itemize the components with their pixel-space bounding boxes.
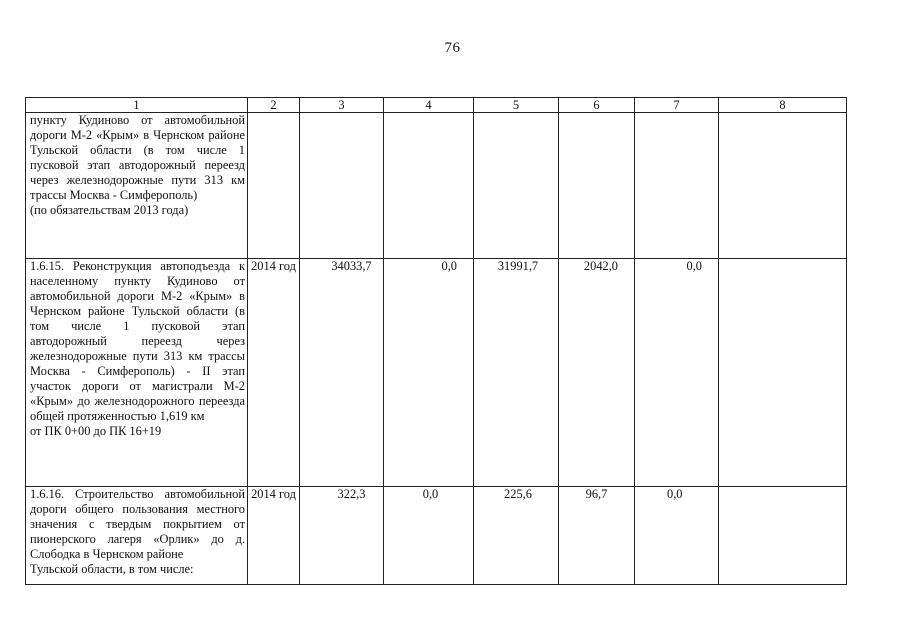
row-col5 <box>474 113 559 259</box>
row-description: 1.6.16. Строительство автомобильной дороги общего пользования местного значения с твердым покрытием от пионерского лагеря «Орлик» до д. Слободка в Чернском районе <box>30 487 245 561</box>
row-description: пункту Кудиново от автомобильной дороги М-2 «Крым» в Чернском районе Тульской области (в том числе 1 пусковой этап автодорожный переезд через железнодорожные пути 313 км трассы Москва - Симферополь) <box>30 113 245 202</box>
header-col-6: 6 <box>559 98 635 113</box>
row-col3: 322,3 <box>300 487 384 585</box>
row-col4: 0,0 <box>384 259 474 487</box>
row-col4: 0,0 <box>384 487 474 585</box>
row-col5: 225,6 <box>474 487 559 585</box>
row-col8 <box>719 259 847 487</box>
row-year <box>248 113 300 259</box>
row-col7: 0,0 <box>635 487 719 585</box>
header-col-7: 7 <box>635 98 719 113</box>
table-row <box>26 259 847 487</box>
row-col8 <box>719 487 847 585</box>
header-col-5: 5 <box>474 98 559 113</box>
table-row <box>26 113 847 259</box>
header-col-1: 1 <box>26 98 248 113</box>
row-col3 <box>300 113 384 259</box>
row-col8 <box>719 113 847 259</box>
header-col-4: 4 <box>384 98 474 113</box>
row-col3: 34033,7 <box>300 259 384 487</box>
row-col5: 31991,7 <box>474 259 559 487</box>
row-year: 2014 год <box>248 259 300 487</box>
header-col-2: 2 <box>248 98 300 113</box>
page-number: 76 <box>444 40 461 56</box>
row-col6: 2042,0 <box>559 259 635 487</box>
row-col4 <box>384 113 474 259</box>
header-col-3: 3 <box>300 98 384 113</box>
row-year: 2014 год <box>248 487 300 585</box>
row-col7: 0,0 <box>635 259 719 487</box>
row-note: Тульской области, в том числе: <box>30 562 194 576</box>
row-col6 <box>559 113 635 259</box>
row-description-cell <box>26 487 248 585</box>
row-note: (по обязательствам 2013 года) <box>30 203 189 217</box>
header-col-8: 8 <box>719 98 847 113</box>
row-col6: 96,7 <box>559 487 635 585</box>
row-description: 1.6.15. Реконструкция автоподъезда к населенному пункту Кудиново от автомобильной дороги М-2 «Крым» в Чернском районе Тульской области (в том числе 1 пусковой этап автодорожный переезд через железнодорожные пути 313 км трассы Москва - Симферополь) - II этап участок дороги от магистрали М-2 «Крым» до железнодорожного переезда общей протяженностью 1,619 км <box>30 259 245 423</box>
row-col7 <box>635 113 719 259</box>
row-description-cell <box>26 259 248 487</box>
row-note: от ПК 0+00 до ПК 16+19 <box>30 424 162 438</box>
table-row <box>26 487 847 585</box>
budget-table <box>25 97 847 585</box>
table-header-row <box>26 98 847 113</box>
row-description-cell <box>26 113 248 259</box>
